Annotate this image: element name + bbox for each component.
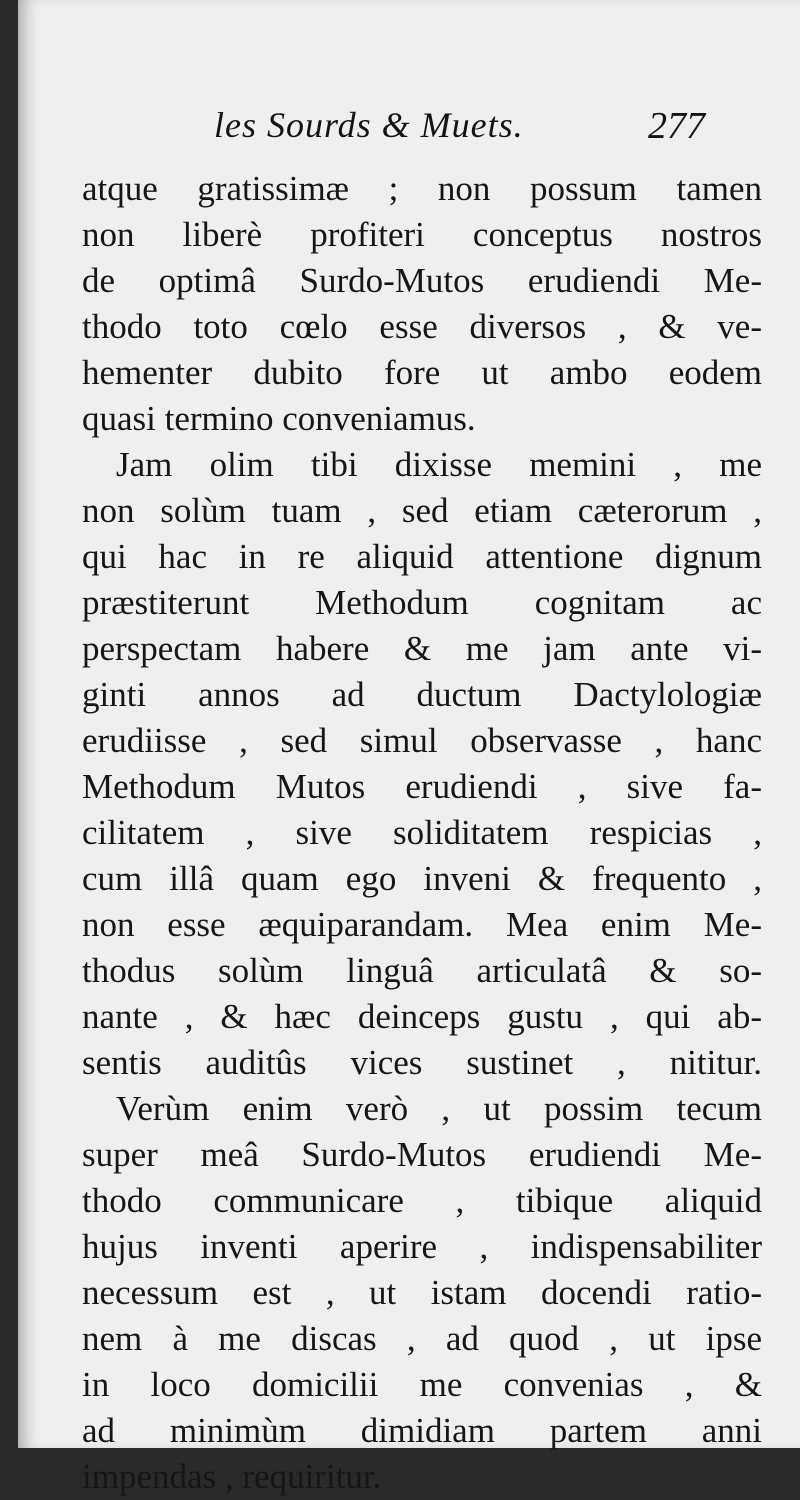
text-line: qui hac in re aliquid attentione dignum xyxy=(82,537,762,576)
text-line: thodo toto cœlo esse diversos , & ve- xyxy=(82,307,762,346)
text-line: impendas , requiritur. xyxy=(82,1457,382,1496)
text-line: non liberè profiteri conceptus nostros xyxy=(82,215,762,254)
text-line: nem à me discas , ad quod , ut ipse xyxy=(82,1319,762,1358)
text-line: thodo communicare , tibique aliquid xyxy=(82,1181,762,1220)
text-line: hujus inventi aperire , indispensabiliter xyxy=(82,1227,762,1266)
text-line: necessum est , ut istam docendi ratio- xyxy=(82,1273,762,1312)
text-line: cilitatem , sive soliditatem respicias , xyxy=(82,813,762,852)
text-line: erudiisse , sed simul observasse , hanc xyxy=(82,721,762,760)
text-line: præstiterunt Methodum cognitam ac xyxy=(82,583,762,622)
text-line: cum illâ quam ego inveni & frequento , xyxy=(82,859,762,898)
text-line: atque gratissimæ ; non possum tamen xyxy=(82,169,762,208)
text-line: ad minimùm dimidiam partem anni xyxy=(82,1411,762,1450)
text-line: ginti annos ad ductum Dactylologiæ xyxy=(82,675,762,714)
text-line: non solùm tuam , sed etiam cæterorum , xyxy=(82,491,762,530)
text-line: Methodum Mutos erudiendi , sive fa- xyxy=(82,767,762,806)
text-line: quasi termino conveniamus. xyxy=(82,399,476,438)
text-line: Jam olim tibi dixisse memini , me xyxy=(116,445,762,484)
text-line: Verùm enim verò , ut possim tecum xyxy=(116,1089,762,1128)
page-header xyxy=(18,104,800,154)
text-line: super meâ Surdo-Mutos erudiendi Me- xyxy=(82,1135,762,1174)
text-line: nante , & hæc deinceps gustu , qui ab- xyxy=(82,997,762,1036)
text-line: perspectam habere & me jam ante vi- xyxy=(82,629,762,668)
text-line: thodus solùm linguâ articulatâ & so- xyxy=(82,951,762,990)
text-line: hementer dubito fore ut ambo eodem xyxy=(82,353,762,392)
body-text xyxy=(82,166,762,1500)
page-number: 277 xyxy=(648,105,705,147)
text-line: in loco domicilii me convenias , & xyxy=(82,1365,762,1404)
text-line: non esse æquiparandam. Mea enim Me- xyxy=(82,905,762,944)
text-line: sentis auditûs vices sustinet , nititur. xyxy=(82,1043,762,1082)
running-head: les Sourds & Muets. xyxy=(214,105,524,145)
text-line: de optimâ Surdo-Mutos erudiendi Me- xyxy=(82,261,762,300)
book-page xyxy=(18,0,800,1496)
